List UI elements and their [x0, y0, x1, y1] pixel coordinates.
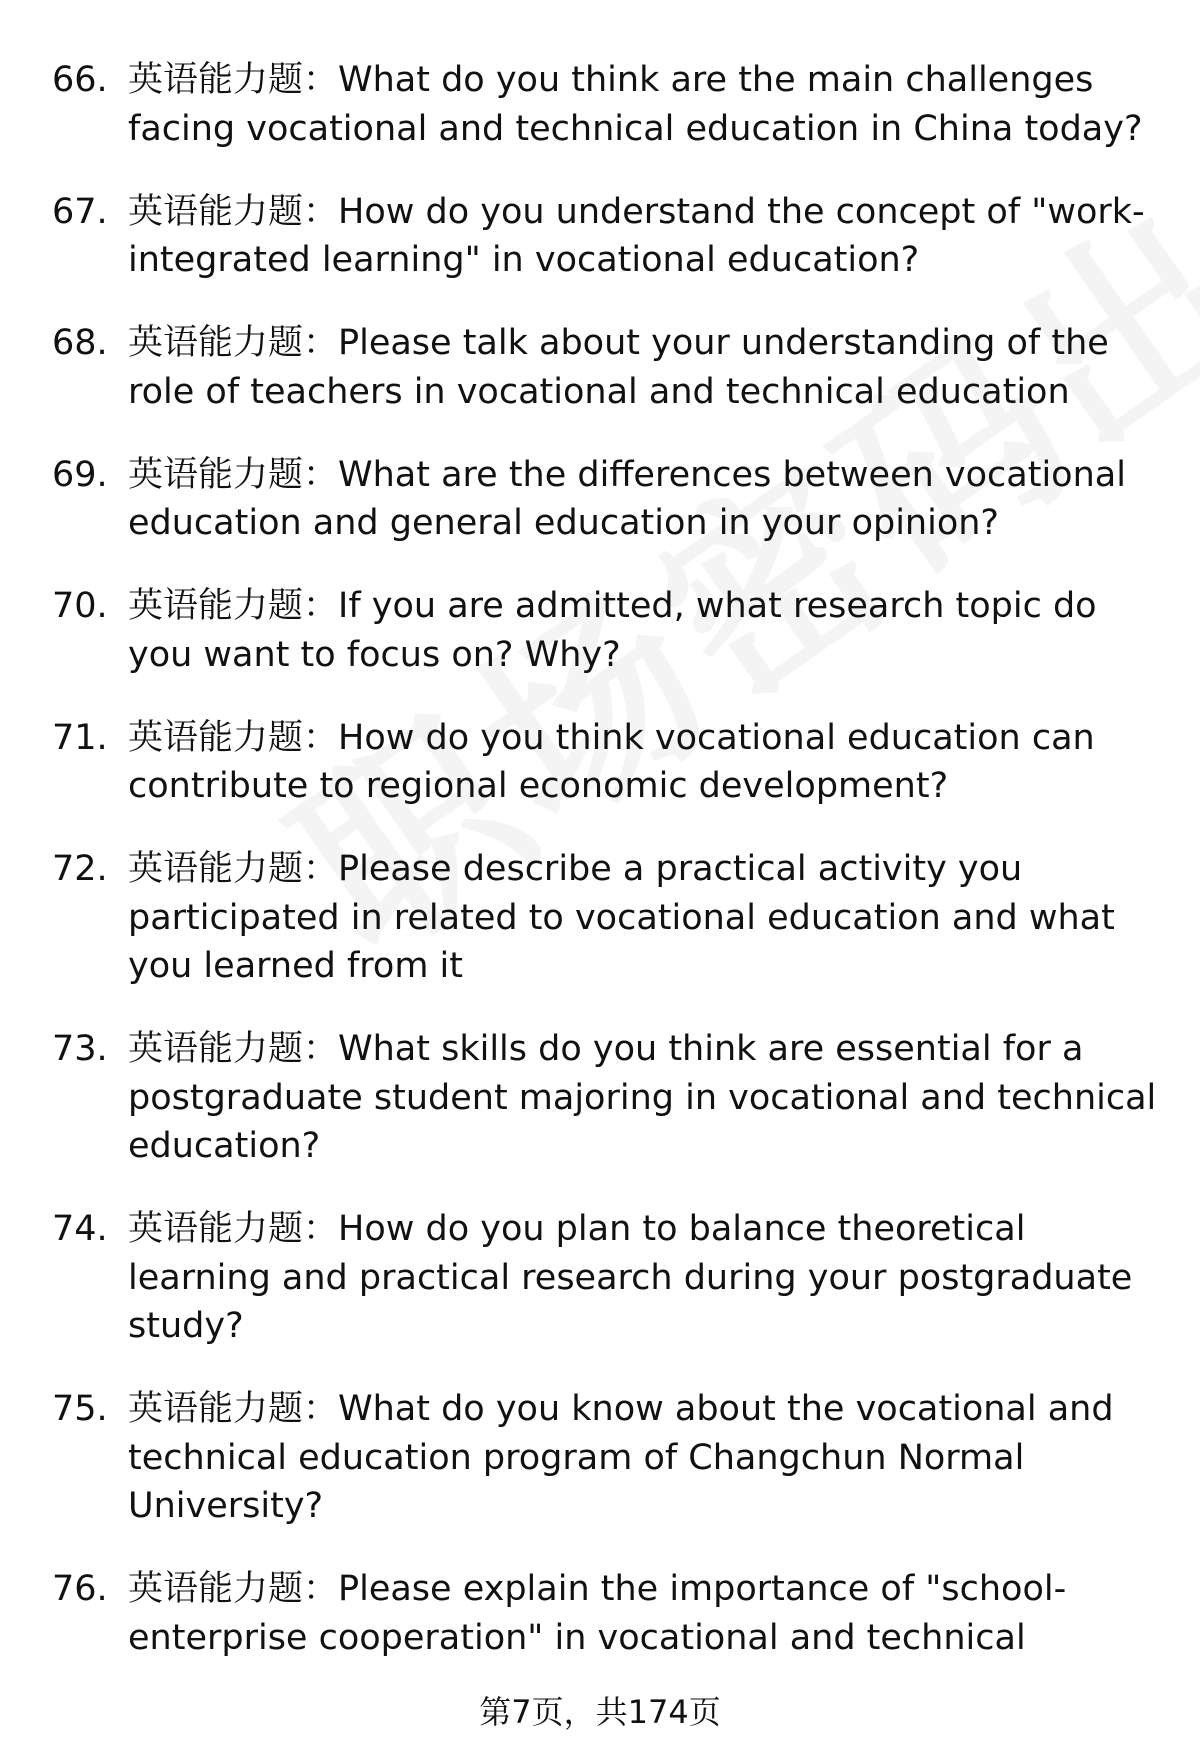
list-item — [0, 1205, 1200, 1351]
question-number: 76. — [52, 1569, 108, 1609]
page-number-footer: 第7页，共174页 — [479, 1693, 721, 1731]
question-number: 75. — [52, 1389, 108, 1429]
list-item — [0, 56, 1200, 153]
question-text: 英语能力题：If you are admitted, what research topic do you want to focus on? Why? — [128, 586, 1097, 675]
list-item — [0, 845, 1200, 991]
question-list — [0, 56, 1200, 1697]
question-number: 70. — [52, 586, 108, 626]
question-number: 68. — [52, 323, 108, 363]
question-text: 英语能力题：What do you think are the main challenges facing vocational and technical education in China today? — [128, 60, 1143, 149]
question-text: 英语能力题：Please talk about your understanding of the role of teachers in vocational and technical education — [128, 323, 1109, 412]
question-number: 73. — [52, 1029, 108, 1069]
question-text: 英语能力题：What skills do you think are essential for a postgraduate student majoring in vocational and technical education? — [128, 1029, 1157, 1166]
list-item — [0, 1025, 1200, 1171]
question-text: 英语能力题：What are the differences between vocational education and general education in your opinion? — [128, 454, 1126, 543]
list-item — [0, 188, 1200, 285]
question-text: 英语能力题：What do you know about the vocational and technical education program of Changchun Normal University? — [128, 1389, 1114, 1526]
question-text: 英语能力题：Please explain the importance of "school-enterprise cooperation" in vocational and technical — [128, 1569, 1067, 1658]
list-item — [0, 1385, 1200, 1531]
list-item — [0, 1565, 1200, 1662]
question-number: 72. — [52, 849, 108, 889]
list-item — [0, 319, 1200, 416]
question-text: 英语能力题：How do you understand the concept of "work-integrated learning" in vocational education? — [128, 191, 1145, 280]
question-number: 74. — [52, 1209, 108, 1249]
question-number: 67. — [52, 191, 108, 232]
list-item — [0, 714, 1200, 811]
question-number: 66. — [52, 60, 108, 100]
list-item — [0, 451, 1200, 548]
list-item — [0, 582, 1200, 679]
question-text: 英语能力题：Please describe a practical activity you participated in related to vocational education and what you learned from it — [128, 849, 1115, 986]
question-number: 71. — [52, 717, 108, 758]
question-number: 69. — [52, 454, 108, 495]
question-text: 英语能力题：How do you think vocational education can contribute to regional economic development? — [128, 717, 1095, 806]
question-text: 英语能力题：How do you plan to balance theoretical learning and practical research during your postgraduate study? — [128, 1209, 1133, 1346]
